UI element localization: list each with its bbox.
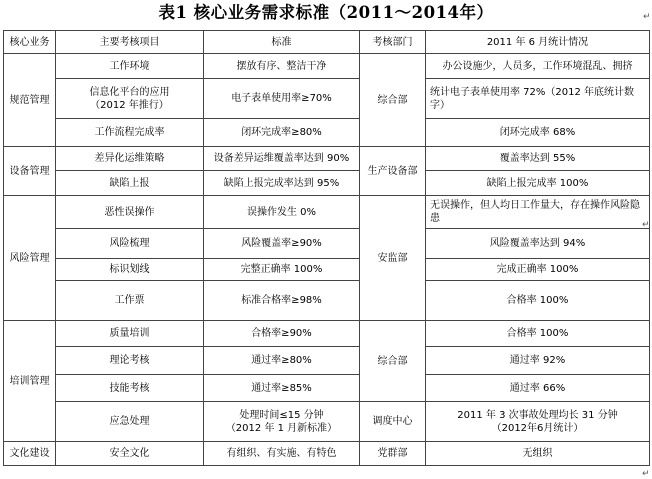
table-row [4, 54, 650, 79]
table-row [4, 442, 650, 466]
item-cell: 理论考核 [56, 347, 204, 375]
paragraph-mark: ↵ [642, 220, 650, 230]
stats-cell: 办公设施少，人员多，工作环境混乱、拥挤 [426, 54, 650, 79]
standard-cell: 电子表单使用率≥70% [204, 79, 360, 119]
standard-cell: 合格率≥90% [204, 321, 360, 347]
item-cell: 工作票 [56, 281, 204, 321]
header-cell: 标准 [204, 31, 360, 54]
table-row [4, 375, 650, 402]
table-row [4, 147, 650, 171]
table-row [4, 171, 650, 196]
core-business-table [3, 30, 650, 466]
stats-cell: 合格率 100% [426, 321, 650, 347]
standard-cell: 通过率≥85% [204, 375, 360, 402]
item-cell: 信息化平台的应用 （2012 年推行） [56, 79, 204, 119]
item-cell: 恶性误操作 [56, 196, 204, 229]
item-cell: 工作环境 [56, 54, 204, 79]
dept-cell: 安监部 [360, 196, 426, 321]
standard-cell: 摆放有序、整洁干净 [204, 54, 360, 79]
stats-cell: 通过率 66% [426, 375, 650, 402]
dept-cell: 调度中心 [360, 402, 426, 442]
dept-cell: 综合部 [360, 321, 426, 402]
standard-cell: 风险覆盖率≥90% [204, 229, 360, 259]
stats-cell: 完成正确率 100% [426, 259, 650, 281]
header-cell: 主要考核项目 [56, 31, 204, 54]
stats-cell: 风险覆盖率达到 94% [426, 229, 650, 259]
stats-cell: 闭环完成率 68% [426, 119, 650, 147]
header-row [4, 31, 650, 54]
standard-cell: 闭环完成率≥80% [204, 119, 360, 147]
stats-cell: 覆盖率达到 55% [426, 147, 650, 171]
standard-cell: 缺陷上报完成率达到 95% [204, 171, 360, 196]
table-row [4, 196, 650, 229]
business-cell: 文化建设 [4, 442, 56, 466]
table-title: 表1 核心业务需求标准（2011～2014年） [158, 3, 494, 22]
standard-cell: 有组织、有实施、有特色 [204, 442, 360, 466]
paragraph-mark: ↵ [642, 469, 650, 479]
table-row [4, 259, 650, 281]
table-row [4, 347, 650, 375]
standard-cell: 通过率≥80% [204, 347, 360, 375]
business-cell: 规范管理 [4, 54, 56, 147]
dept-cell: 生产设备部 [360, 147, 426, 196]
dept-cell: 党群部 [360, 442, 426, 466]
business-cell: 培训管理 [4, 321, 56, 442]
table-row [4, 281, 650, 321]
header-cell: 考核部门 [360, 31, 426, 54]
stats-cell: 缺陷上报完成率 100% [426, 171, 650, 196]
table-row [4, 79, 650, 119]
item-cell: 技能考核 [56, 375, 204, 402]
dept-cell: 综合部 [360, 54, 426, 147]
stats-cell: 统计电子表单使用率 72%（2012 年底统计数字） [426, 79, 650, 119]
paragraph-mark: ↵ [643, 12, 651, 22]
stats-cell: 通过率 92% [426, 347, 650, 375]
item-cell: 安全文化 [56, 442, 204, 466]
item-cell: 工作流程完成率 [56, 119, 204, 147]
stats-cell: 无误操作，但人均日工作量大，存在操作风险隐患 [426, 196, 650, 229]
item-cell: 风险梳理 [56, 229, 204, 259]
stats-cell: 合格率 100% [426, 281, 650, 321]
item-cell: 缺陷上报 [56, 171, 204, 196]
table-row [4, 229, 650, 259]
stats-cell: 2011 年 3 次事故处理均长 31 分钟 （2012年6月统计） [426, 402, 650, 442]
standard-cell: 处理时间≤15 分钟 （2012 年 1 月新标准） [204, 402, 360, 442]
table-row [4, 119, 650, 147]
table-row [4, 402, 650, 442]
item-cell: 应急处理 [56, 402, 204, 442]
header-cell: 2011 年 6 月统计情况 [426, 31, 650, 54]
standard-cell: 设备差异运维覆盖率达到 90% [204, 147, 360, 171]
item-cell: 差异化运维策略 [56, 147, 204, 171]
standard-cell: 标准合格率≥98% [204, 281, 360, 321]
header-cell: 核心业务 [4, 31, 56, 54]
business-cell: 风险管理 [4, 196, 56, 321]
standard-cell: 完整正确率 100% [204, 259, 360, 281]
item-cell: 质量培训 [56, 321, 204, 347]
table-row [4, 321, 650, 347]
standard-cell: 误操作发生 0% [204, 196, 360, 229]
item-cell: 标识划线 [56, 259, 204, 281]
business-cell: 设备管理 [4, 147, 56, 196]
stats-cell: 无组织 [426, 442, 650, 466]
